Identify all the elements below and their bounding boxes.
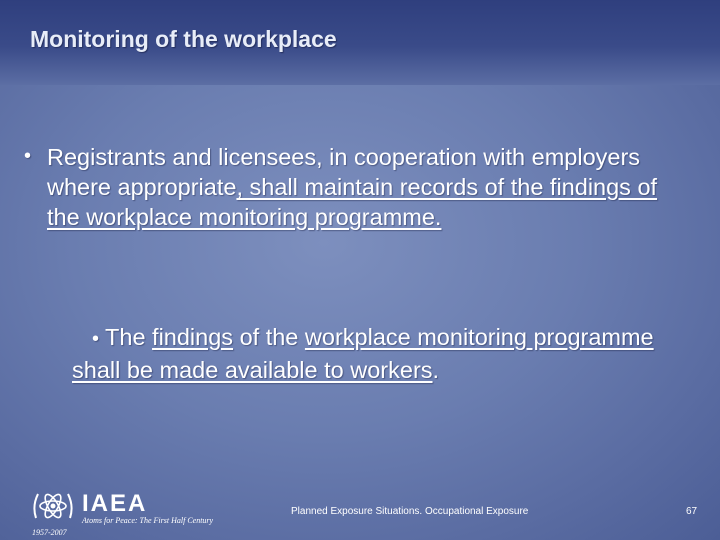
bullet-2-w2: findings: [152, 324, 234, 350]
page-number: 67: [686, 506, 698, 517]
bullet-2-w6: shall be made available to workers: [72, 357, 433, 383]
footer-text: Planned Exposure Situations. Occupational Exposure: [291, 506, 529, 517]
bullet-2-w4: workplace monitoring programme: [304, 324, 654, 350]
bullet-point-2: [72, 322, 692, 386]
bullet-icon: •: [24, 145, 32, 167]
bullet-icon: •: [92, 328, 100, 350]
title-bar: [0, 0, 720, 85]
atom-emblem-icon: [30, 484, 76, 528]
iaea-logo: [30, 482, 220, 538]
slide-title: Monitoring of the workplace: [30, 26, 337, 52]
logo-years: 1957-2007: [32, 528, 67, 537]
logo-name: IAEA: [82, 490, 148, 517]
bullet-1-part2: , shall maintain records of the findings of the workplace monitoring programme.: [47, 174, 658, 230]
bullet-1-part1: Registrants and licensees, in cooperation with employers where appropriate: [47, 144, 641, 200]
bullet-2-w3: of the: [233, 324, 305, 350]
bullet-point-1: [24, 142, 696, 232]
bullet-2-w7: .: [432, 357, 440, 383]
logo-tagline: Atoms for Peace: The First Half Century: [82, 516, 214, 525]
bullet-2-w1: The: [105, 324, 153, 350]
bullet-1-text: [47, 142, 696, 232]
